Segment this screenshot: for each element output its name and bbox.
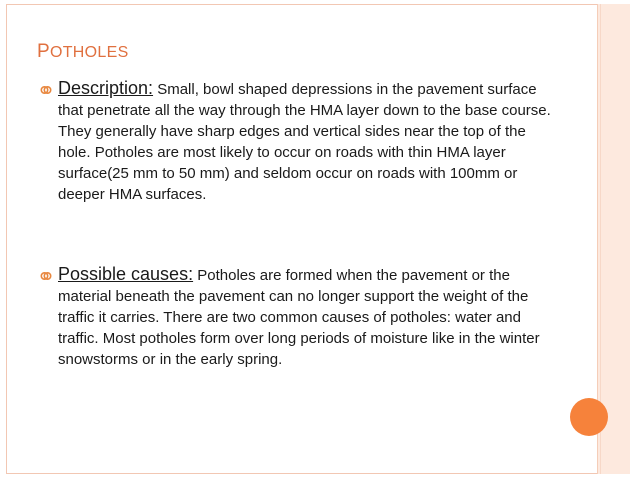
description-term: Description: [58, 78, 154, 98]
causes-term: Possible causes: [58, 264, 194, 284]
slide-border [6, 4, 630, 474]
bullet-causes-text [58, 264, 560, 370]
ring-bullet-icon [40, 270, 52, 282]
bullet-possible-causes [40, 264, 560, 370]
description-body: Small, bowl shaped depressions in the pavement surface that penetrate all the way through the HMA layer down to the base course. They generally have sharp edges and vertical sides near the top of the hole. Potholes are most likely to occur on roads with thin HMA layer surface(25 mm to 50 mm) and seldom occur on roads with 100mm or deeper HMA surfaces. [58, 81, 551, 203]
slide-title [37, 42, 129, 63]
ring-bullet-icon [40, 84, 52, 96]
bullet-description [40, 78, 560, 205]
title-rest: OTHOLES [49, 44, 129, 61]
orange-circle-decoration [570, 398, 608, 436]
bullet-description-text [58, 78, 560, 205]
title-first-letter: P [37, 41, 50, 62]
causes-body: Potholes are formed when the pavement or the material beneath the pavement can no longer support the weight of the traffic it carries. There are two common causes of potholes: water and traffic. Most potholes form over long periods of moisture like in the winter snowstorms or in the early spring. [58, 267, 540, 368]
